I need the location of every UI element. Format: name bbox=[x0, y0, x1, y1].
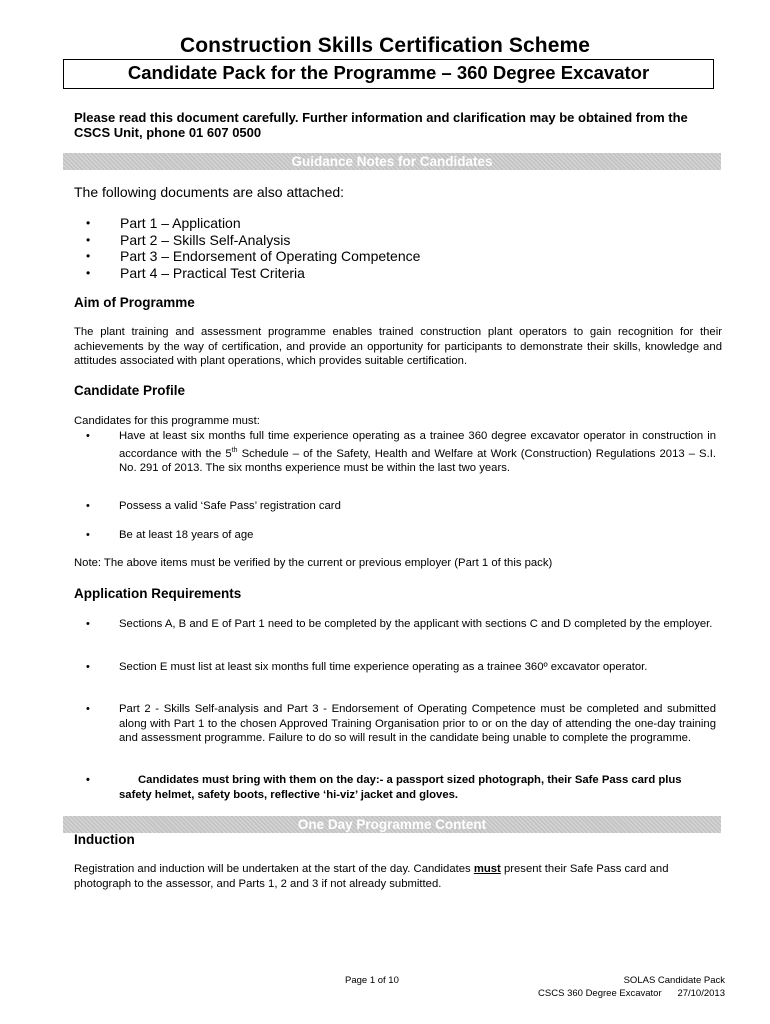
attached-documents-list bbox=[86, 215, 726, 281]
text-run: present their Safe Pass card and photograph to the assessor, and Parts 1, 2 and 3 if not already submitted. bbox=[74, 863, 669, 890]
footer-page-number: Page 1 of 10 bbox=[345, 975, 399, 986]
document-subtitle: Candidate Pack for the Programme – 360 Degree Excavator bbox=[127, 62, 650, 83]
aim-heading: Aim of Programme bbox=[74, 295, 195, 310]
bullet: • bbox=[86, 703, 90, 715]
footer-document-ref: CSCS 360 Degree Excavator 27/10/2013 bbox=[538, 988, 725, 999]
profile-heading: Candidate Profile bbox=[74, 383, 186, 398]
subtitle-box bbox=[63, 59, 714, 89]
profile-note: Note: The above items must be verified by the current or previous employer (Part 1 of this pack) bbox=[74, 557, 553, 569]
aim-text: The plant training and assessment programme enables trained construction plant operators to gain recognition for their achievements by the way of certification, and provide an opportunity for participants to demonstrate their skills, knowledge and attitudes associated with plant operations, which provides suitable certification. bbox=[74, 326, 722, 367]
profile-item-age bbox=[86, 528, 716, 543]
guidance-notes-band: Guidance Notes for Candidates bbox=[63, 153, 721, 170]
profile-intro: Candidates for this programme must: bbox=[74, 415, 260, 427]
profile-item-experience-text bbox=[119, 429, 716, 475]
induction-text bbox=[74, 862, 722, 891]
programme-content-band: One Day Programme Content bbox=[63, 816, 721, 833]
bullet: • bbox=[86, 529, 90, 541]
requirements-heading: Application Requirements bbox=[74, 586, 242, 601]
bullet: • bbox=[86, 774, 90, 786]
requirements-item-bring bbox=[86, 773, 716, 802]
list-item: • Part 2 – Skills Self-Analysis bbox=[86, 232, 726, 249]
bullet: • bbox=[86, 618, 90, 630]
profile-item-age-text: Be at least 18 years of age bbox=[119, 529, 254, 541]
requirements-item-parts bbox=[86, 702, 716, 746]
requirements-item-bring-text: Candidates must bring with them on the day:- a passport sized photograph, their Safe Pass card plus safety helmet, safety boots, reflective ‘hi-viz’ jacket and gloves. bbox=[119, 774, 682, 801]
profile-item-safe-pass-text: Possess a valid ‘Safe Pass’ registration card bbox=[119, 500, 341, 512]
bullet: • bbox=[86, 661, 90, 673]
emphasis-must: must bbox=[473, 863, 501, 875]
text-run: Registration and induction will be undertaken at the start of the day. Candidates bbox=[74, 863, 474, 875]
list-item: • Part 3 – Endorsement of Operating Competence bbox=[86, 248, 726, 265]
bullet: • bbox=[86, 430, 90, 442]
attached-intro: The following documents are also attached: bbox=[74, 184, 345, 200]
profile-item-safe-pass bbox=[86, 499, 716, 514]
requirements-item-sections bbox=[86, 617, 716, 632]
text-run: Have at least six months full time experience operating as a trainee 360 degree excavator operator in construction in accordance with the 5 bbox=[119, 430, 716, 460]
document-title: Construction Skills Certification Scheme bbox=[179, 34, 591, 57]
requirements-item-parts-text: Part 2 - Skills Self-analysis and Part 3 - Endorsement of Operating Competence must be completed and submitted along with Part 1 to the chosen Approved Training Organisation prior to or on the day of attending the one-day training and assessment programme. Failure to do so will result in the candidate being unable to complete the programme. bbox=[119, 703, 716, 744]
requirements-item-sections-text: Sections A, B and E of Part 1 need to be completed by the applicant with sections C and D completed by the employer. bbox=[119, 618, 713, 630]
induction-heading: Induction bbox=[74, 832, 135, 847]
superscript: th bbox=[231, 446, 238, 454]
requirements-item-section-e-text: Section E must list at least six months full time experience operating as a trainee 360º excavator operator. bbox=[119, 661, 648, 673]
bullet: • bbox=[86, 500, 90, 512]
list-item: • Part 1 – Application bbox=[86, 215, 726, 232]
intro-notice: Please read this document carefully. Further information and clarification may be obtained from the CSCS Unit, phone 01 607 0500 bbox=[74, 110, 688, 140]
requirements-item-section-e bbox=[86, 660, 716, 675]
text-run: Schedule – of the Safety, Health and Welfare at Work (Construction) Regulations 2013 – S.I. No. 291 of 2013. The six months experience must be within the last two years. bbox=[119, 447, 717, 474]
footer-organisation: SOLAS Candidate Pack bbox=[623, 975, 725, 986]
list-item: • Part 4 – Practical Test Criteria bbox=[86, 265, 726, 282]
profile-item-experience bbox=[86, 429, 716, 475]
